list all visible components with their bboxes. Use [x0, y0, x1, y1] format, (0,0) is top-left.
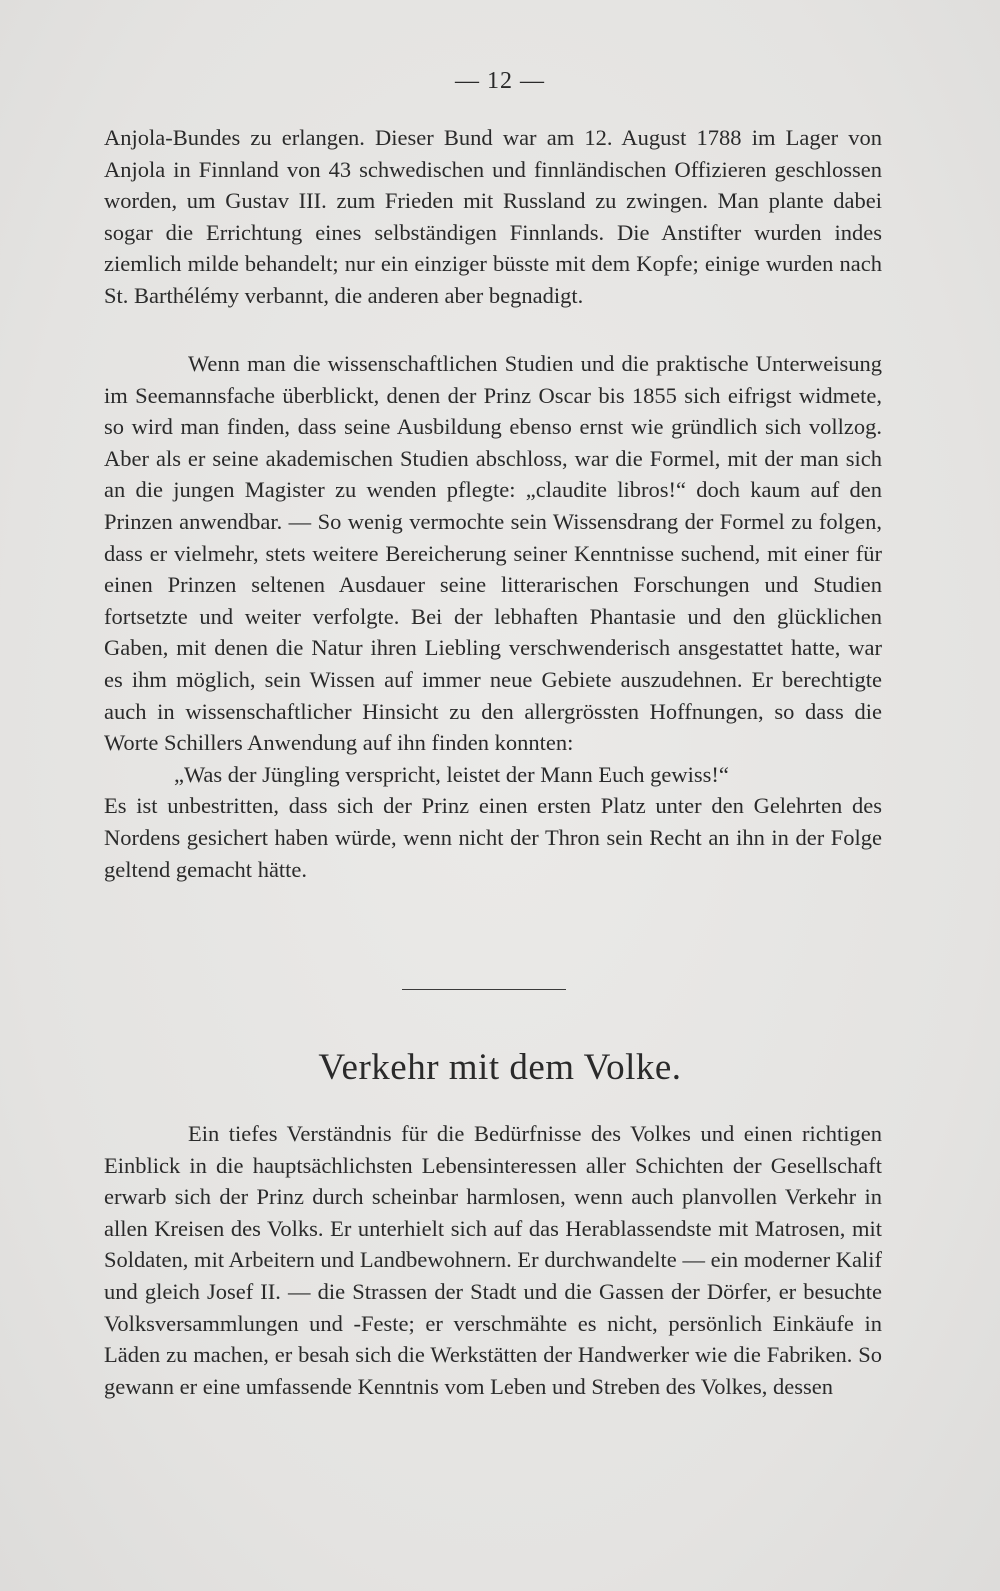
paragraph-anjola: Anjola-Bundes zu erlangen. Dieser Bund war am 12. August 1788 im Lager von Anjola in Finnland von 43 schwedischen und finnländischen Offizieren geschlossen worden, um Gustav III. zum Frieden mit Russland zu zwingen. Man plante dabei sogar die Errichtung eines selbständigen Finnlands. Die Anstifter wurden indes ziemlich milde behandelt; nur ein einziger büsste mit dem Kopfe; einige wurden nach St. Barthélémy verbannt, die anderen aber begnadigt.: [104, 125, 882, 308]
section-divider: [402, 989, 566, 990]
text-block-studies: [104, 348, 882, 885]
section-heading: Verkehr mit dem Volke.: [318, 1047, 682, 1088]
paragraph-studies: Wenn man die wissenschaftlichen Studien und die praktische Unterweisung im Seemannsfache überblickt, denen der Prinz Oscar bis 1855 sich eifrigst widmete, so wird man finden, dass seine Ausbildung ebenso ernst wie gründlich sich vollzog. Aber als er seine akademischen Studien abschloss, war die Formel, mit der man sich an die jungen Magister zu wenden pflegte: „claudite libros!“ doch kaum auf den Prinzen anwendbar. — So wenig vermochte sein Wissensdrang der Formel zu folgen, dass er vielmehr, stets weitere Bereicherung seiner Kenntnisse suchend, mit einer für einen Prinzen seltenen Ausdauer seine litterarischen Forschungen und Studien fortsetzte und weiter verfolgte. Bei der lebhaften Phantasie und den glücklichen Gaben, mit denen die Natur ihren Liebling verschwenderisch ansgestattet hatte, war es ihm möglich, sein Wissen auf immer neue Gebiete auszudehnen. Er berechtigte auch in wissenschaftlicher Hinsicht zu den allergrössten Hoffnungen, so dass die Worte Schillers Anwendung auf ihn finden konnten:: [104, 351, 882, 756]
paragraph-scholar: Es ist unbestritten, dass sich der Prinz einen ersten Platz unter den Gelehrten des Nordens gesichert haben würde, wenn nicht der Thron sein Recht an ihn in der Folge geltend gemacht hätte.: [104, 793, 882, 882]
schiller-quote: „Was der Jüngling verspricht, leistet der Mann Euch gewiss!“: [174, 761, 729, 787]
text-block-intro: [104, 122, 882, 312]
page-number: — 12 —: [455, 68, 545, 94]
paragraph-people: Ein tiefes Verständnis für die Bedürfnisse des Volkes und einen richtigen Einblick in die hauptsächlichsten Lebensinteressen aller Schichten der Gesellschaft erwarb sich der Prinz durch scheinbar harmlosen, wenn auch planvollen Verkehr in allen Kreisen des Volks. Er unterhielt sich auf das Herablassendste mit Matrosen, mit Soldaten, mit Arbeitern und Landbewohnern. Er durchwandelte — ein moderner Kalif und gleich Josef II. — die Strassen der Stadt und die Gassen der Dörfer, er besuchte Volksversammlungen und -Feste; er verschmähte es nicht, persönlich Einkäufe in Läden zu machen, er besah sich die Werkstätten der Handwerker wie die Fabriken. So gewann er eine umfassende Kenntnis vom Leben und Streben des Volkes, dessen: [104, 1121, 882, 1399]
text-block-people: [104, 1118, 882, 1402]
